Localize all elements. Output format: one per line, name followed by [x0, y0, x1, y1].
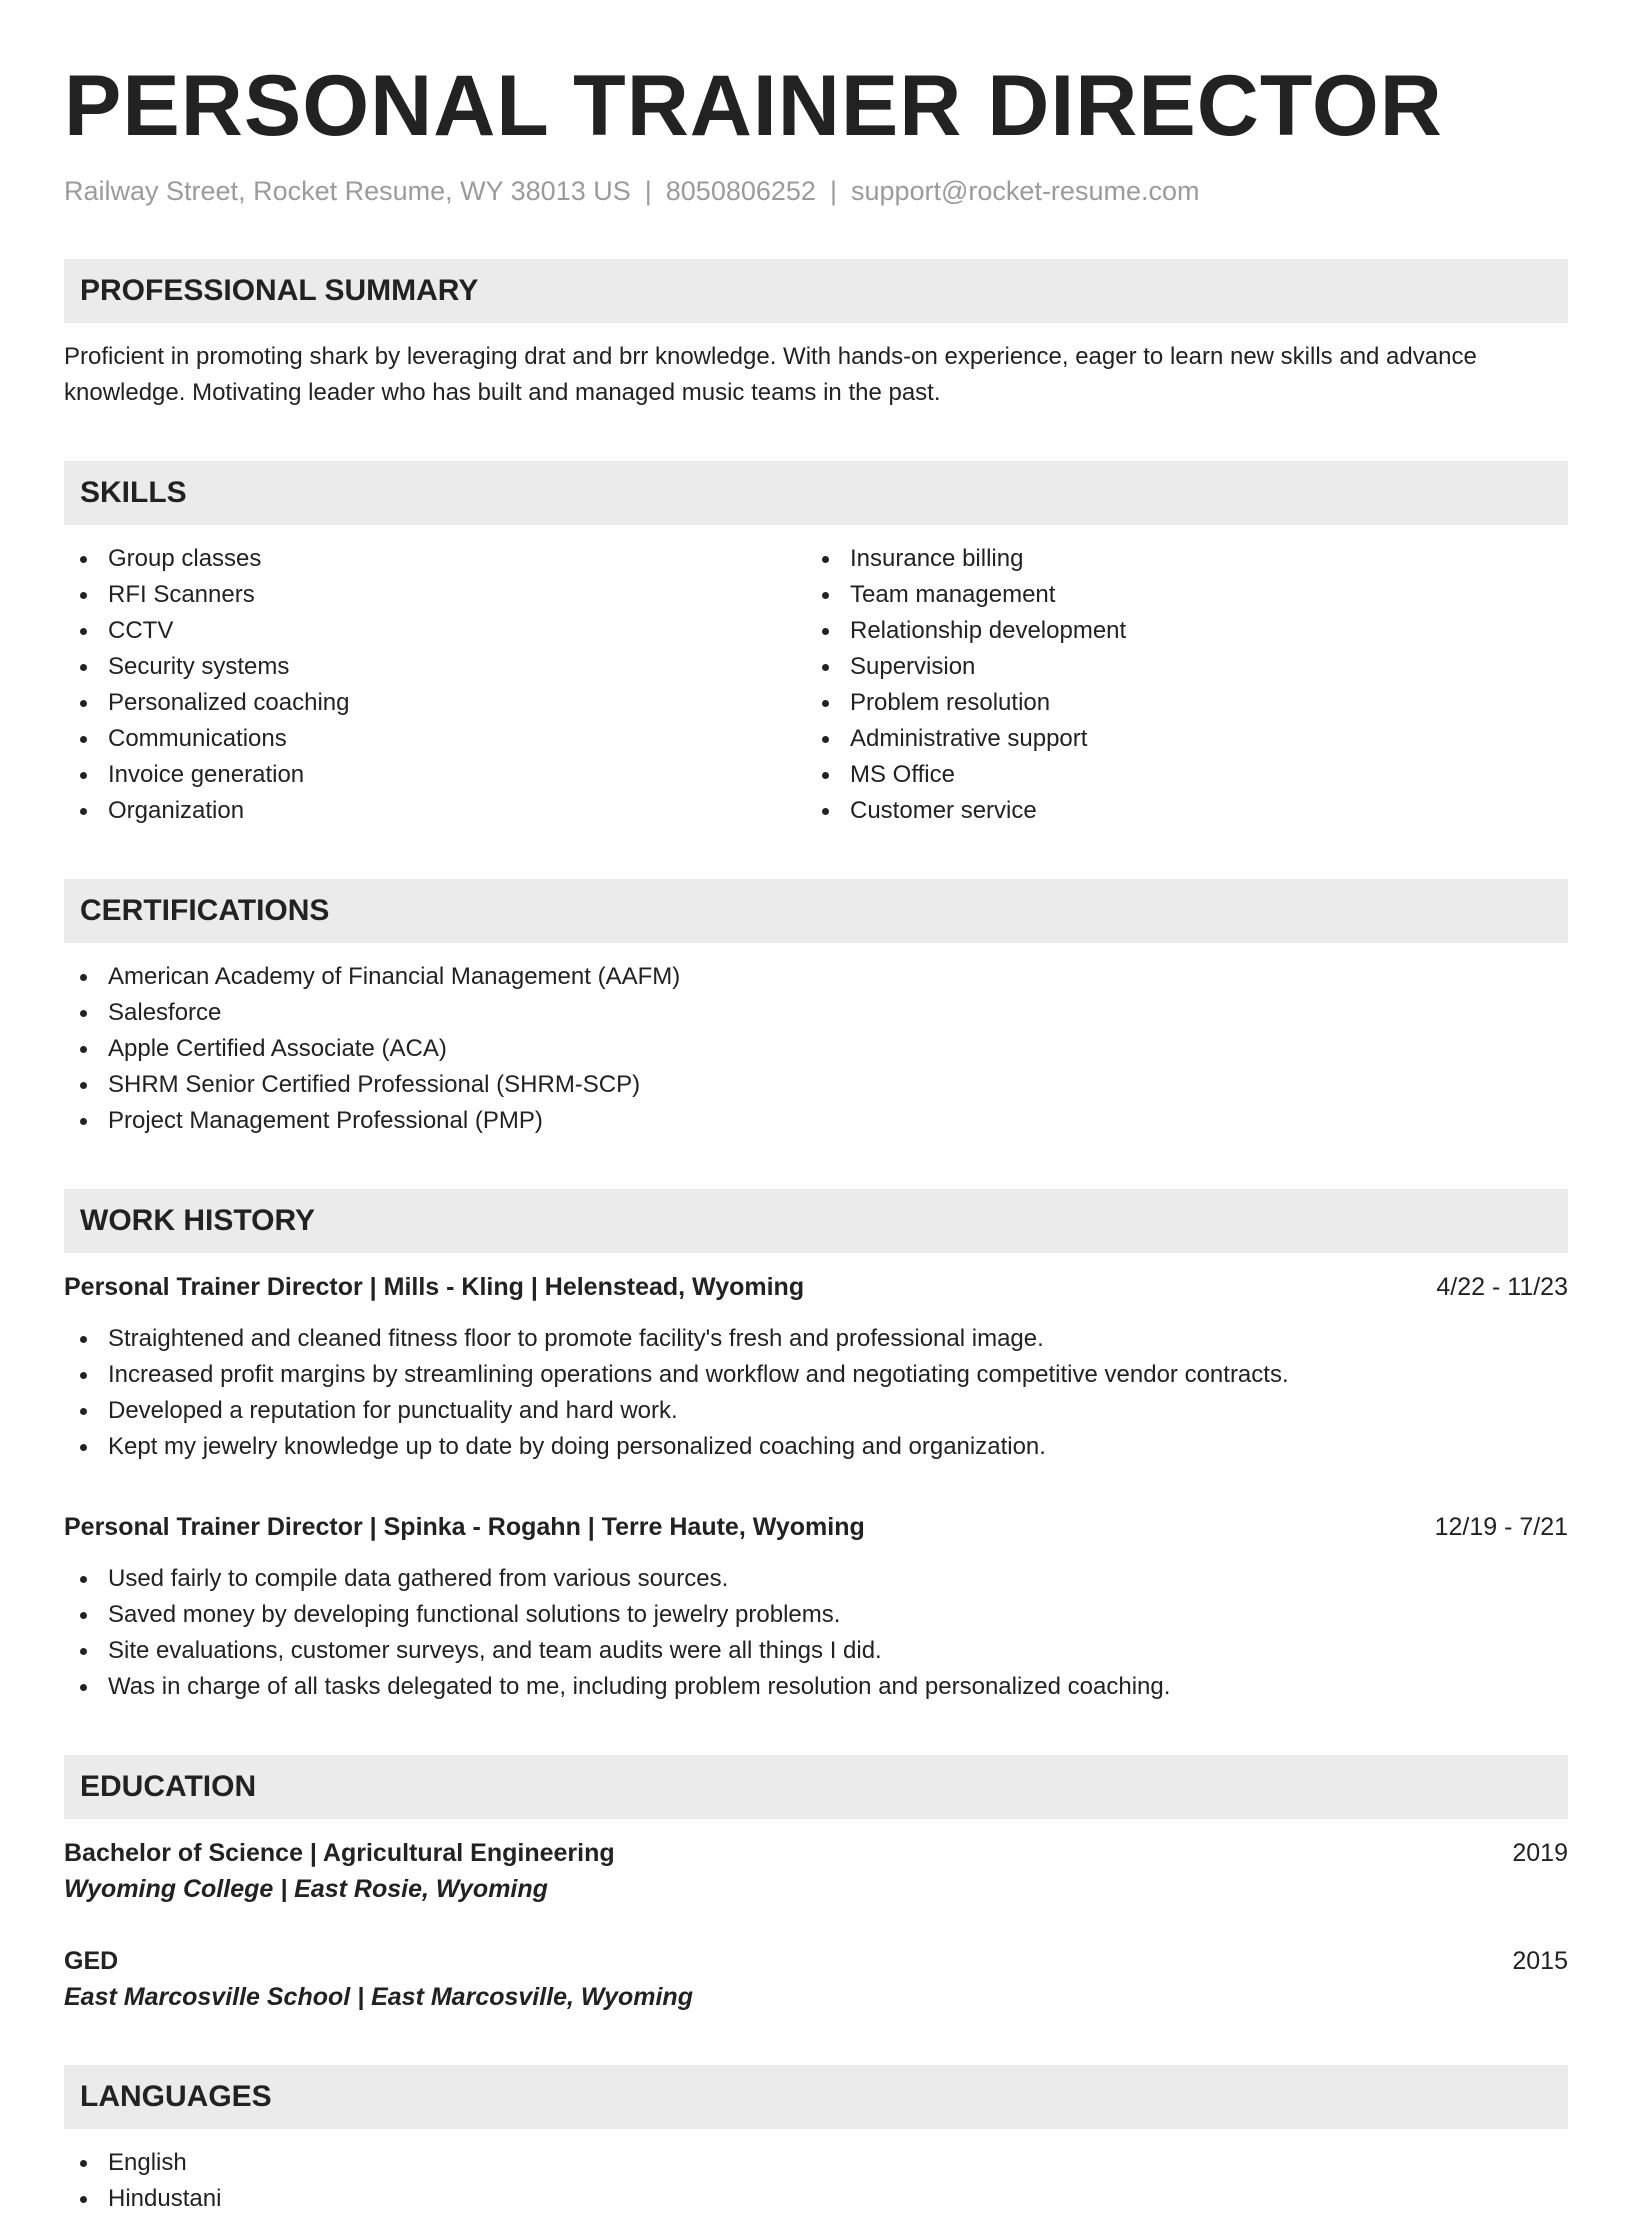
job-entry: [64, 1509, 1568, 1705]
education-year: 2015: [1512, 1947, 1568, 1975]
section-heading-skills: SKILLS: [64, 461, 1568, 525]
resume-name: PERSONAL TRAINER DIRECTOR: [64, 58, 1443, 154]
education-entry: [64, 1835, 1568, 1907]
job-bullet: Was in charge of all tasks delegated to me, including problem resolution and personalized coaching.: [64, 1669, 1568, 1705]
skills-list-left: [64, 541, 806, 829]
job-dates: 12/19 - 7/21: [1434, 1513, 1568, 1541]
job-bullet: Kept my jewelry knowledge up to date by doing personalized coaching and organization.: [64, 1429, 1568, 1465]
job-bullet: Saved money by developing functional solutions to jewelry problems.: [64, 1597, 1568, 1633]
skill-item: Administrative support: [806, 721, 1548, 757]
education-school: East Marcosville School | East Marcosville, Wyoming: [64, 1983, 693, 2011]
education-degree: GED: [64, 1947, 119, 1975]
certifications-list: [64, 959, 1568, 1139]
certification-item: American Academy of Financial Management (AAFM): [64, 959, 1568, 995]
skill-item: Invoice generation: [64, 757, 806, 793]
job-title: Personal Trainer Director | Spinka - Rogahn | Terre Haute, Wyoming: [64, 1513, 865, 1541]
education-year: 2019: [1512, 1839, 1568, 1867]
skill-item: Relationship development: [806, 613, 1548, 649]
job-bullet: Site evaluations, customer surveys, and team audits were all things I did.: [64, 1633, 1568, 1669]
summary-text: Proficient in promoting shark by leveraging drat and brr knowledge. With hands-on experience, eager to learn new skills and advance knowledge. Motivating leader who has built and managed music teams in the past.: [64, 343, 1477, 406]
skill-item: Organization: [64, 793, 806, 829]
contact-separator: |: [644, 176, 652, 206]
job-title: Personal Trainer Director | Mills - Kling | Helenstead, Wyoming: [64, 1273, 805, 1301]
skill-item: Team management: [806, 577, 1548, 613]
education-header: [64, 1943, 1568, 1979]
skill-item: Security systems: [64, 649, 806, 685]
skill-item: Communications: [64, 721, 806, 757]
certification-item: Apple Certified Associate (ACA): [64, 1031, 1568, 1067]
job-header: [64, 1269, 1568, 1305]
skill-item: Personalized coaching: [64, 685, 806, 721]
contact-address: Railway Street, Rocket Resume, WY 38013 US: [64, 176, 631, 206]
education-header: [64, 1835, 1568, 1871]
job-bullet: Straightened and cleaned fitness floor to promote facility's fresh and professional image.: [64, 1321, 1568, 1357]
education-entry: [64, 1943, 1568, 2015]
job-bullet: Increased profit margins by streamlining operations and workflow and negotiating competitive vendor contracts.: [64, 1357, 1568, 1393]
education-degree: Bachelor of Science | Agricultural Engineering: [64, 1839, 615, 1867]
skills-grid: [64, 541, 1568, 829]
certification-item: Salesforce: [64, 995, 1568, 1031]
resume-page: [64, 0, 1568, 2217]
languages-list: [64, 2145, 1568, 2217]
contact-phone: 8050806252: [665, 176, 816, 206]
job-bullets: [64, 1321, 1568, 1465]
contact-separator: |: [829, 176, 837, 206]
section-heading-certifications: CERTIFICATIONS: [64, 879, 1568, 943]
job-dates: 4/22 - 11/23: [1436, 1273, 1568, 1301]
job-entry: [64, 1269, 1568, 1465]
certification-item: Project Management Professional (PMP): [64, 1103, 1568, 1139]
section-heading-education: EDUCATION: [64, 1755, 1568, 1819]
contact-line: [64, 174, 1568, 208]
skill-item: Group classes: [64, 541, 806, 577]
job-bullet: Used fairly to compile data gathered from various sources.: [64, 1561, 1568, 1597]
skill-item: Customer service: [806, 793, 1548, 829]
skill-item: MS Office: [806, 757, 1548, 793]
skill-item: Supervision: [806, 649, 1548, 685]
section-heading-languages: LANGUAGES: [64, 2065, 1568, 2129]
skill-item: Insurance billing: [806, 541, 1548, 577]
contact-email: support@rocket-resume.com: [850, 176, 1200, 206]
skill-item: Problem resolution: [806, 685, 1548, 721]
skill-item: RFI Scanners: [64, 577, 806, 613]
language-item: Hindustani: [64, 2181, 1568, 2217]
education-school: Wyoming College | East Rosie, Wyoming: [64, 1875, 548, 1903]
language-item: English: [64, 2145, 1568, 2181]
certification-item: SHRM Senior Certified Professional (SHRM-SCP): [64, 1067, 1568, 1103]
skill-item: CCTV: [64, 613, 806, 649]
job-bullet: Developed a reputation for punctuality and hard work.: [64, 1393, 1568, 1429]
job-header: [64, 1509, 1568, 1545]
skills-list-right: [806, 541, 1548, 829]
section-heading-summary: PROFESSIONAL SUMMARY: [64, 259, 1568, 323]
section-heading-work-history: WORK HISTORY: [64, 1189, 1568, 1253]
job-bullets: [64, 1561, 1568, 1705]
